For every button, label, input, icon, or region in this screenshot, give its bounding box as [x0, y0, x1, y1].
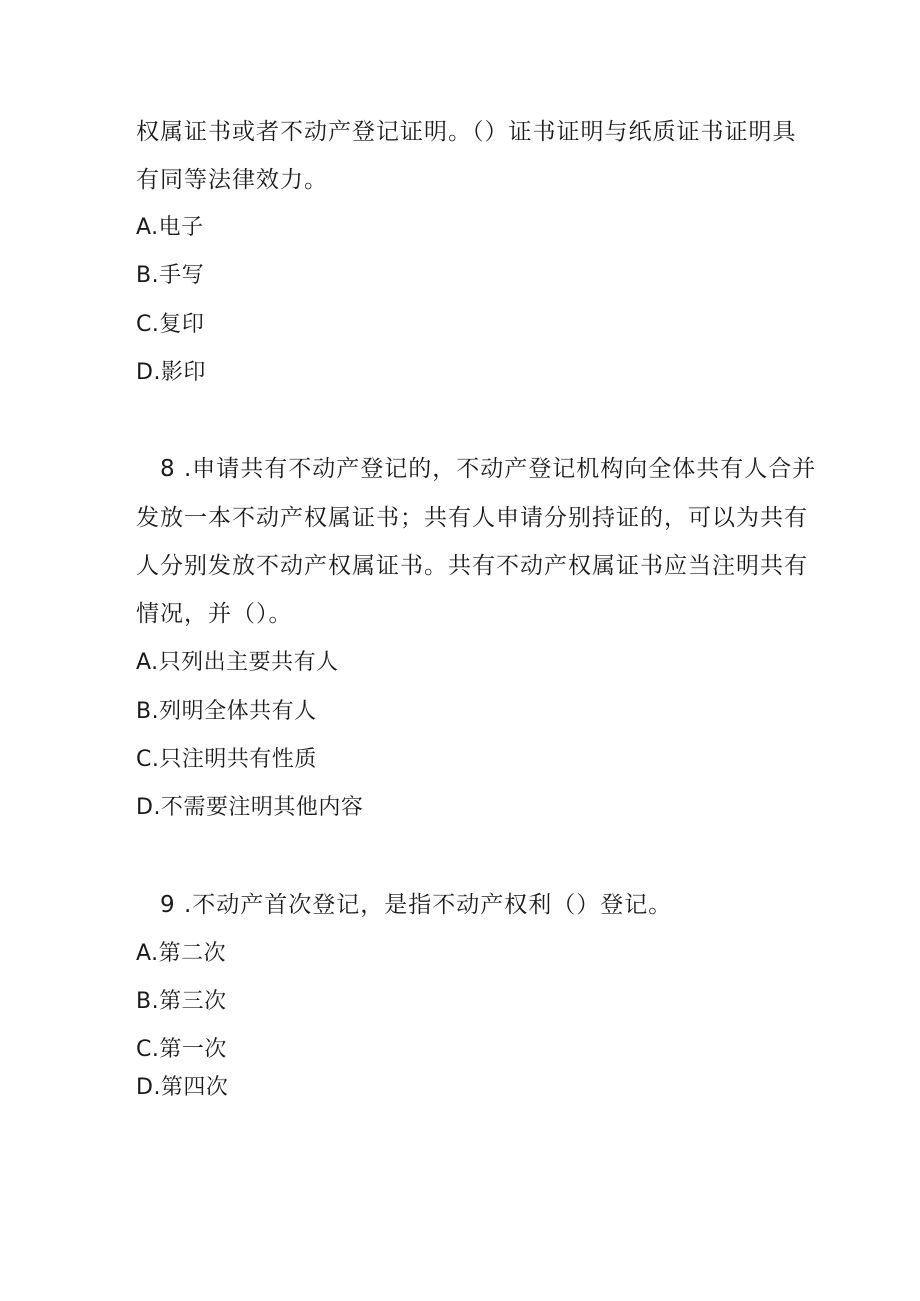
- q9-option-c: C.第一次: [136, 1037, 227, 1062]
- q8-option-a: A.只列出主要共有人: [136, 650, 339, 675]
- q8-option-d: D.不需要注明其他内容: [136, 795, 364, 820]
- q7-option-a: A.电子: [136, 215, 204, 240]
- q7-option-d: D.影印: [136, 360, 206, 385]
- q9-stem-line-1: 9 .不动产首次登记，是指不动产权利（）登记。: [160, 892, 673, 918]
- q7-option-b: B.手写: [136, 263, 205, 288]
- q9-option-d: D.第四次: [136, 1075, 229, 1100]
- q8-stem-line-4: 情况，并（）。: [136, 601, 293, 627]
- q7-stem-line-2: 有同等法律效力。: [136, 167, 328, 193]
- q7-stem-line-1: 权属证书或者不动产登记证明。（）证书证明与纸质证书证明具: [136, 119, 797, 145]
- q8-option-c: C.只注明共有性质: [136, 747, 317, 772]
- q8-option-b: B.列明全体共有人: [136, 699, 317, 724]
- q9-option-a: A.第二次: [136, 941, 227, 966]
- q8-stem-line-3: 人分别发放不动产权属证书。共有不动产权属证书应当注明共有: [136, 553, 808, 579]
- q9-option-b: B.第三次: [136, 989, 227, 1014]
- q8-stem-line-2: 发放一本不动产权属证书；共有人申请分别持证的，可以为共有: [136, 505, 808, 531]
- q8-stem-line-1: 8 .申请共有不动产登记的，不动产登记机构向全体共有人合并: [160, 456, 817, 482]
- q7-option-c: C.复印: [136, 312, 205, 337]
